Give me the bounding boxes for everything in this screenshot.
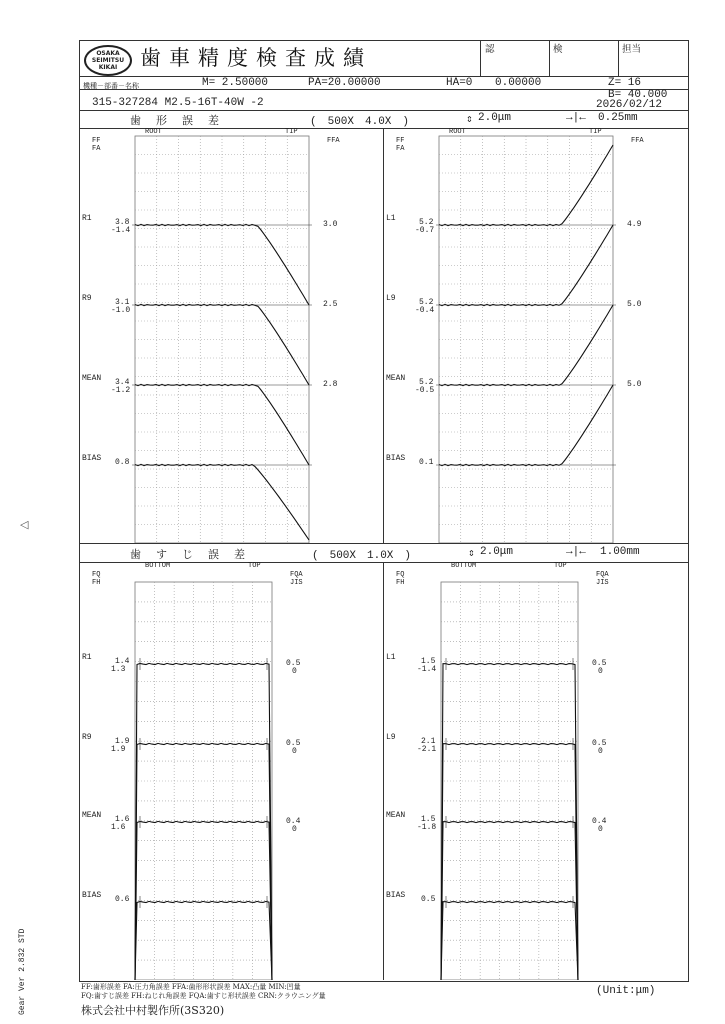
- face-width: B= 40.000: [608, 89, 668, 101]
- lead-trace: [441, 822, 578, 980]
- trace-max-value: 0.1: [419, 458, 434, 467]
- trace-form-value: 4.9: [627, 220, 642, 229]
- trace-max-value: 1.4: [115, 657, 130, 666]
- profile-error-title: 歯 形 誤 差: [130, 114, 221, 127]
- legend-line-2: FQ:歯すじ誤差 FH:ねじれ角誤差 FQA:歯すじ形状誤差 CRN:クラウニング量: [81, 992, 326, 1000]
- right-header: FQA: [290, 571, 303, 579]
- trace-max-value: 3.8: [115, 218, 130, 227]
- lead-trace: [441, 744, 578, 980]
- trace-label: MEAN: [386, 811, 406, 820]
- trace-label: L9: [386, 733, 396, 742]
- trace-form-value: 5.0: [627, 300, 642, 309]
- approval-divider: [618, 40, 619, 76]
- right-header: FQA: [596, 571, 609, 579]
- trace-label: MEAN: [82, 374, 102, 383]
- trace-label: MEAN: [82, 811, 102, 820]
- corner-label: FH: [92, 579, 101, 587]
- axis-end-label: TOP: [554, 562, 567, 570]
- right-header: FFA: [327, 137, 340, 145]
- trace-form-value: 5.0: [627, 380, 642, 389]
- trace-form-value: 0.5: [286, 739, 301, 748]
- version-text: Gear Ver 2.832 STD: [18, 928, 27, 1015]
- lead-trace: [135, 821, 272, 980]
- trace-min-value: -1.4: [417, 665, 437, 674]
- company-name: 株式会社中村製作所(3S320): [81, 1004, 225, 1017]
- lead-trace: [441, 902, 578, 980]
- trace-jis-value: 0: [598, 747, 603, 756]
- lead-magnification: ( 500X 1.0X ): [312, 550, 412, 562]
- trace-label: BIAS: [386, 454, 406, 463]
- model-label: 機種－部番－名称: [83, 82, 139, 90]
- part-number: 315-327284 M2.5-16T-40W -2: [92, 97, 264, 109]
- trace-min-value: -1.2: [111, 386, 131, 395]
- logo-line: KIKAI: [98, 64, 118, 71]
- trace-max-value: 1.6: [115, 815, 130, 824]
- trace-max-value: 5.2: [419, 378, 434, 387]
- trace-min-value: -0.7: [415, 226, 435, 235]
- trace-form-value: 0.5: [286, 659, 301, 668]
- axis-start-label: BOTTOM: [145, 562, 171, 570]
- trace-min-value: 1.3: [111, 665, 126, 674]
- trace-max-value: 0.8: [115, 458, 130, 467]
- corner-label: FF: [396, 137, 405, 145]
- lead-scale-arrows: ⇕: [468, 548, 475, 560]
- chart-grid-border: [135, 582, 272, 980]
- right-header: FFA: [631, 137, 644, 145]
- profile-scale-unit: 2.0μm: [478, 112, 512, 124]
- trace-label: L1: [386, 653, 396, 662]
- header-divider: [79, 89, 689, 90]
- trace-label: R1: [82, 653, 92, 662]
- trace-max-value: 0.6: [115, 895, 130, 904]
- trace-form-value: 0.5: [592, 659, 607, 668]
- axis-start-label: ROOT: [449, 128, 466, 136]
- logo-line: OSAKA: [96, 50, 120, 57]
- trace-max-value: 5.2: [419, 298, 434, 307]
- trace-label: BIAS: [386, 891, 406, 900]
- right-header: JIS: [290, 579, 303, 587]
- profile-range-arrows: →|←: [566, 112, 586, 124]
- trace-label: R9: [82, 294, 92, 303]
- right-header: JIS: [596, 579, 609, 587]
- trace-label: BIAS: [82, 454, 102, 463]
- trace-form-value: 3.0: [323, 220, 338, 229]
- trace-min-value: 1.9: [111, 745, 126, 754]
- trace-jis-value: 0: [292, 667, 297, 676]
- profile-magnification: ( 500X 4.0X ): [310, 116, 410, 128]
- trace-max-value: 3.4: [115, 378, 130, 387]
- chart-grid-border: [441, 582, 578, 980]
- trace-min-value: -1.8: [417, 823, 437, 832]
- axis-start-label: BOTTOM: [451, 562, 477, 570]
- trace-label: L1: [386, 214, 396, 223]
- axis-end-label: TIP: [285, 128, 298, 136]
- trace-form-value: 0.4: [286, 817, 301, 826]
- helix-angle-label: HA=0: [446, 77, 473, 89]
- axis-end-label: TIP: [589, 128, 602, 136]
- trace-min-value: -1.0: [111, 306, 131, 315]
- header-divider: [79, 76, 689, 77]
- trace-jis-value: 0: [292, 747, 297, 756]
- corner-label: FA: [92, 145, 101, 153]
- lead-range-arrows: →|←: [566, 546, 586, 558]
- trace-max-value: 0.5: [421, 895, 436, 904]
- lead-error-title: 歯 す じ 誤 差: [130, 548, 247, 561]
- trace-max-value: 5.2: [419, 218, 434, 227]
- trace-label: R9: [82, 733, 92, 742]
- teeth-count: Z= 16: [608, 77, 642, 89]
- module-value: M= 2.50000: [202, 77, 269, 89]
- approval-label: 担当: [622, 44, 642, 55]
- trace-max-value: 1.5: [421, 657, 436, 666]
- profile-chart-right: [384, 128, 686, 543]
- approval-label: 認: [485, 44, 495, 55]
- trace-label: BIAS: [82, 891, 102, 900]
- lead-range-value: 1.00mm: [600, 546, 640, 558]
- margin-mark: ◁: [20, 518, 29, 531]
- trace-jis-value: 0: [598, 667, 603, 676]
- profile-range-value: 0.25mm: [598, 112, 638, 124]
- approval-divider: [549, 40, 550, 76]
- lead-scale-unit: 2.0μm: [480, 546, 514, 558]
- trace-label: R1: [82, 214, 92, 223]
- axis-start-label: ROOT: [145, 128, 162, 136]
- report-title: 歯車精度検査成績: [140, 46, 372, 70]
- pressure-angle-value: PA=20.00000: [308, 77, 381, 89]
- lead-chart-right: [384, 562, 686, 980]
- helix-angle-value: 0.00000: [495, 77, 542, 89]
- corner-label: FF: [92, 137, 101, 145]
- corner-label: FA: [396, 145, 405, 153]
- approval-divider: [480, 40, 481, 76]
- profile-chart-left: [80, 128, 382, 543]
- test-date: 2026/02/12: [596, 99, 663, 111]
- trace-form-value: 0.5: [592, 739, 607, 748]
- axis-end-label: TOP: [248, 562, 261, 570]
- trace-min-value: -1.4: [111, 226, 131, 235]
- trace-max-value: 3.1: [115, 298, 130, 307]
- corner-label: FH: [396, 579, 405, 587]
- legend-line-1: FF:歯形誤差 FA:圧力角誤差 FFA:歯形形状誤差 MAX:凸量 MIN:凹量: [81, 983, 301, 991]
- lead-trace: [135, 901, 272, 980]
- trace-min-value: -0.5: [415, 386, 435, 395]
- trace-max-value: 1.5: [421, 815, 436, 824]
- corner-label: FQ: [92, 571, 101, 579]
- trace-label: L9: [386, 294, 396, 303]
- trace-form-value: 2.8: [323, 380, 338, 389]
- trace-max-value: 1.9: [115, 737, 130, 746]
- trace-jis-value: 0: [598, 825, 603, 834]
- trace-min-value: 1.6: [111, 823, 126, 832]
- trace-max-value: 2.1: [421, 737, 436, 746]
- approval-label: 検: [553, 44, 563, 55]
- logo-line: SEIMITSU: [91, 57, 125, 64]
- lead-trace: [135, 743, 272, 980]
- trace-label: MEAN: [386, 374, 406, 383]
- unit-note: (Unit:μm): [596, 985, 656, 997]
- trace-jis-value: 0: [292, 825, 297, 834]
- trace-min-value: -0.4: [415, 306, 435, 315]
- trace-form-value: 0.4: [592, 817, 607, 826]
- section-divider: [79, 543, 689, 544]
- corner-label: FQ: [396, 571, 405, 579]
- trace-min-value: -2.1: [417, 745, 437, 754]
- trace-form-value: 2.5: [323, 300, 338, 309]
- company-logo: [84, 45, 132, 76]
- profile-scale-arrows: ⇕: [466, 114, 473, 126]
- lead-chart-left: [80, 562, 382, 980]
